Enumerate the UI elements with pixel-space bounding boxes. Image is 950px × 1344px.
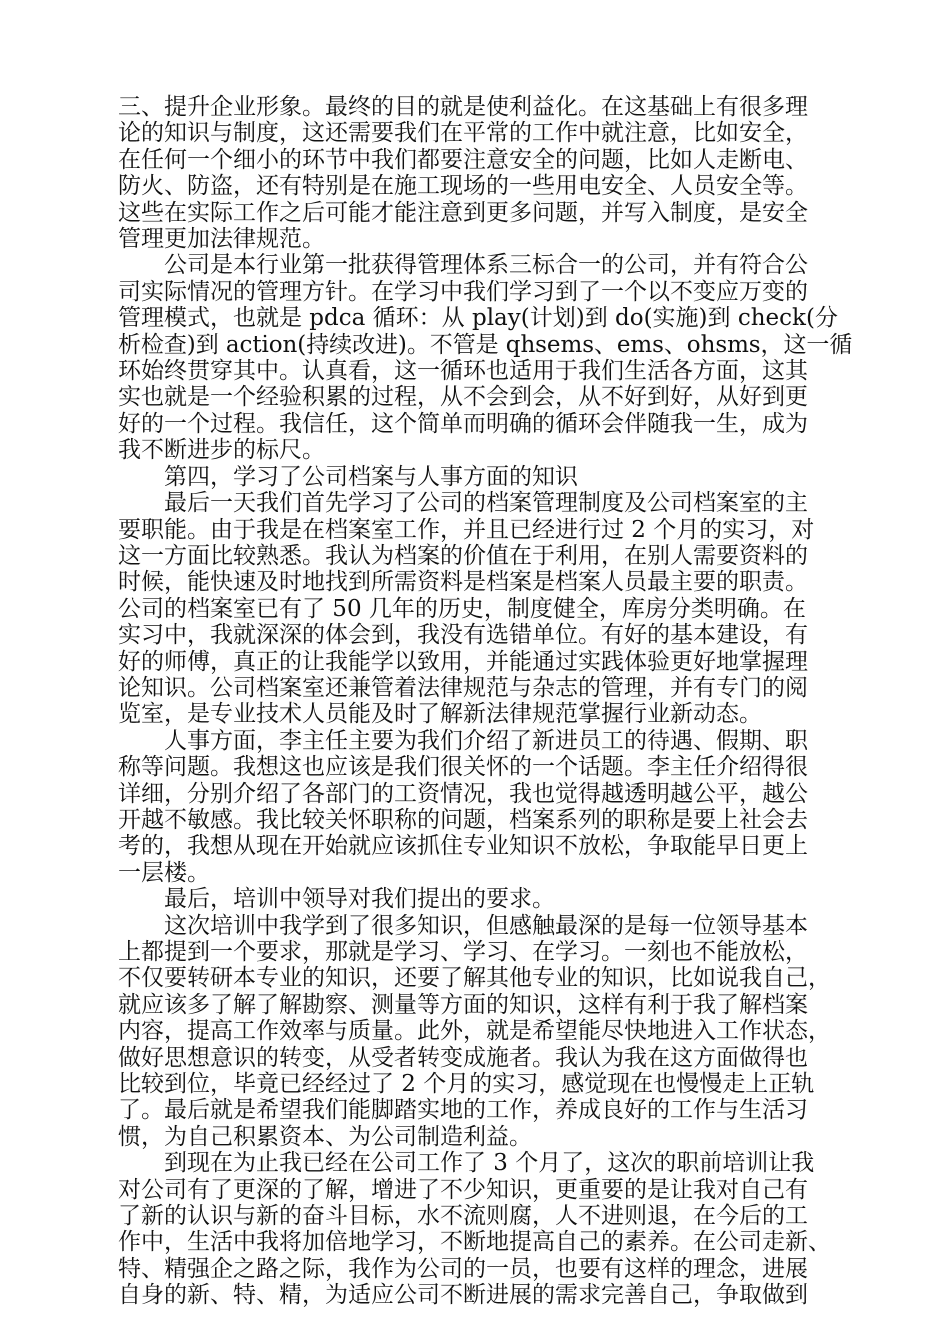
paragraph-6 — [118, 1150, 852, 1308]
text-line: 公司是本行业第一批获得管理体系三标合一的公司，并有符合公 — [164, 252, 808, 279]
text-line: 最后，培训中领导对我们提出的要求。 — [164, 886, 555, 913]
section-heading — [118, 886, 852, 912]
text-line: 了。最后就是希望我们能脚踏实地的工作，养成良好的工作与生活习 — [118, 1097, 808, 1124]
text-line: 论的知识与制度，这还需要我们在平常的工作中就注意，比如安全， — [118, 120, 808, 147]
paragraph-4 — [118, 728, 852, 886]
text-line: 了新的认识与新的奋斗目标，水不流则腐，人不进则退，在今后的工 — [118, 1203, 808, 1230]
paragraph-5 — [118, 913, 852, 1151]
text-line: 管理更加法律规范。 — [118, 226, 325, 253]
text-line: 这一方面比较熟悉。我认为档案的价值在于利用，在别人需要资料的 — [118, 542, 808, 569]
text-line: 我不断进步的标尺。 — [118, 437, 325, 464]
text-line: 时候，能快速及时地找到所需资料是档案是档案人员最主要的职责。 — [118, 569, 808, 596]
text-line: 览室，是专业技术人员能及时了解新法律规范掌握行业新动态。 — [118, 701, 762, 728]
text-line: 好的师傅，真正的让我能学以致用，并能通过实践体验更好地掌握理 — [118, 648, 808, 675]
document-page — [118, 94, 852, 1309]
text-line: 考的，我想从现在开始就应该抓住专业知识不放松，争取能早日更上 — [118, 833, 808, 860]
text-line: 人事方面，李主任主要为我们介绍了新进员工的待遇、假期、职 — [164, 727, 808, 754]
text-line: 管理模式，也就是 pdca 循环：从 play(计划)到 do(实施)到 check(分 — [118, 305, 838, 332]
text-line: 对公司有了更深的了解，增进了不少知识，更重要的是让我对自己有 — [118, 1176, 808, 1203]
text-line: 一层楼。 — [118, 859, 210, 886]
text-line: 比较到位，毕竟已经经过了 2 个月的实习，感觉现在也慢慢走上正轨 — [118, 1071, 815, 1098]
text-line: 这次培训中我学到了很多知识，但感触最深的是每一位领导基本 — [164, 912, 808, 939]
paragraph-3 — [118, 490, 852, 728]
text-line: 析检查)到 action(持续改进)。不管是 qhsems、ems、ohsms，这一循 — [118, 331, 853, 358]
text-line: 称等问题。我想这也应该是我们很关怀的一个话题。李主任介绍得很 — [118, 754, 808, 781]
text-line: 三、提升企业形象。最终的目的就是使利益化。在这基础上有很多理 — [118, 94, 808, 120]
text-line: 不仅要转研本专业的知识，还要了解其他专业的知识，比如说我自己， — [118, 965, 831, 992]
paragraph-1 — [118, 94, 852, 252]
text-line: 详细，分别介绍了各部门的工资情况，我也觉得越透明越公平，越公 — [118, 780, 808, 807]
text-line: 就应该多了解了解勘察、测量等方面的知识，这样有利于我了解档案 — [118, 991, 808, 1018]
section-heading — [118, 464, 852, 490]
text-line: 特、精强企之路之际，我作为公司的一员，也要有这样的理念，进展 — [118, 1255, 808, 1282]
text-line: 在任何一个细小的环节中我们都要注意安全的问题，比如人走断电、 — [118, 146, 808, 173]
text-line: 做好思想意识的转变，从受者转变成施者。我认为我在这方面做得也 — [118, 1044, 808, 1071]
text-line: 开越不敏感。我比较关怀职称的问题，档案系列的职称是要上社会去 — [118, 806, 808, 833]
text-line: 防火、防盗，还有特别是在施工现场的一些用电安全、人员安全等。 — [118, 173, 808, 200]
text-line: 要职能。由于我是在档案室工作，并且已经进行过 2 个月的实习，对 — [118, 516, 815, 543]
text-line: 上都提到一个要求，那就是学习、学习、在学习。一刻也不能放松， — [118, 939, 808, 965]
text-line: 自身的新、特、精，为适应公司不断进展的需求完善自己，争取做到 — [118, 1282, 808, 1309]
text-line: 作中，生活中我将加倍地学习，不断地提高自己的素养。在公司走新、 — [118, 1229, 831, 1256]
text-line: 这些在实际工作之后可能才能注意到更多问题，并写入制度，是安全 — [118, 199, 808, 226]
text-line: 好的一个过程。我信任，这个简单而明确的循环会伴随我一生，成为 — [118, 410, 808, 437]
text-line: 第四，学习了公司档案与人事方面的知识 — [164, 463, 578, 490]
text-line: 实也就是一个经验积累的过程，从不会到会，从不好到好，从好到更 — [118, 384, 808, 411]
text-line: 司实际情况的管理方针。在学习中我们学习到了一个以不变应万变的 — [118, 278, 808, 305]
text-line: 公司的档案室已有了 50 几年的历史，制度健全，库房分类明确。在 — [118, 595, 806, 622]
text-line: 实习中，我就深深的体会到，我没有选错单位。有好的基本建设，有 — [118, 622, 808, 649]
text-line: 惯，为自己积累资本、为公司制造利益。 — [118, 1123, 532, 1150]
text-line: 最后一天我们首先学习了公司的档案管理制度及公司档案室的主 — [164, 490, 808, 517]
text-line: 内容，提高工作效率与质量。此外，就是希望能尽快地进入工作状态， — [118, 1018, 831, 1045]
text-line: 到现在为止我已经在公司工作了 3 个月了，这次的职前培训让我 — [164, 1150, 815, 1177]
paragraph-2 — [118, 252, 852, 463]
text-line: 论知识。公司档案室还兼管着法律规范与杂志的管理，并有专门的阅 — [118, 674, 808, 701]
text-line: 环始终贯穿其中。认真看，这一循环也适用于我们生活各方面，这其 — [118, 358, 808, 385]
